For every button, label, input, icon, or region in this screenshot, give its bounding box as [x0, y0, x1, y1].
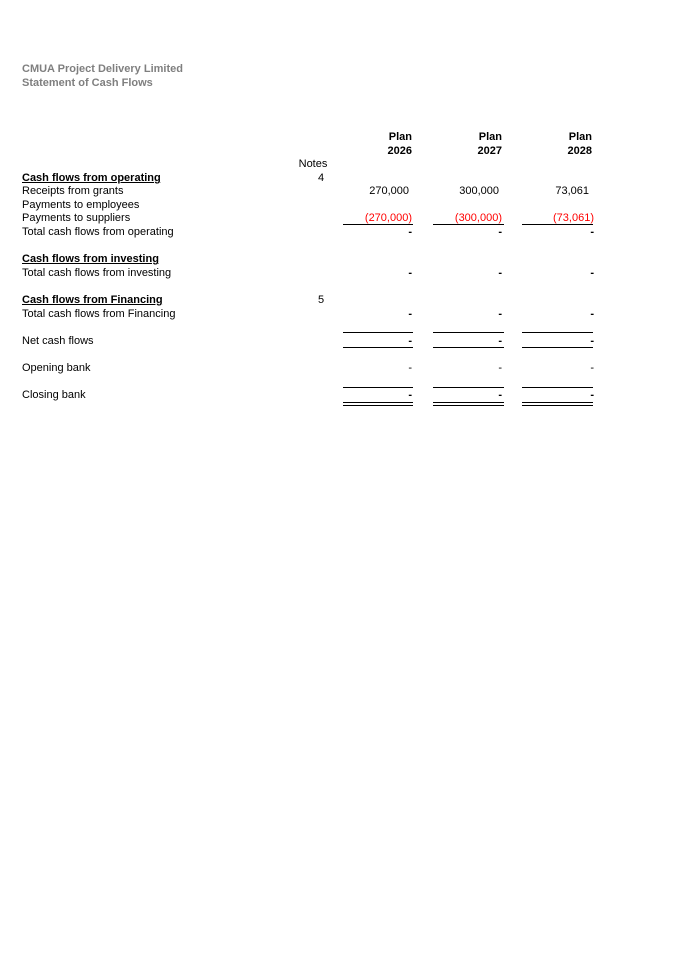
- double-rule-top: [433, 402, 504, 403]
- value-2027: -: [498, 308, 502, 320]
- value-2026: (270,000): [364, 212, 412, 224]
- statement-title: Statement of Cash Flows: [22, 77, 153, 89]
- column-header-year: 2028: [567, 145, 592, 157]
- note-ref: 4: [317, 172, 325, 184]
- total-investing-row: [0, 266, 675, 280]
- column-header-2027: [422, 130, 502, 158]
- row-label: Net cash flows: [22, 335, 94, 347]
- value-2028: -: [590, 267, 594, 279]
- column-header-label: Plan: [478, 131, 502, 143]
- row-label: Total cash flows from Financing: [22, 308, 176, 320]
- total-operating-row: [0, 225, 675, 239]
- total-rule: [343, 332, 413, 333]
- value-2026: -: [408, 226, 412, 238]
- value-2026: -: [408, 362, 412, 374]
- company-name: CMUA Project Delivery Limited: [22, 63, 183, 75]
- value-2028: (73,061): [553, 212, 594, 224]
- column-header-2026: [332, 130, 412, 158]
- receipts-row: [0, 184, 675, 198]
- opening-bank-row: [0, 361, 675, 375]
- total-rule: [522, 347, 593, 348]
- total-financing-row: [0, 307, 675, 321]
- section-heading: Cash flows from Financing: [22, 294, 163, 306]
- value-2027: -: [498, 362, 502, 374]
- value-2028: -: [590, 308, 594, 320]
- closing-bank-row: [0, 388, 675, 402]
- value-2026: -: [408, 335, 412, 347]
- total-rule: [433, 347, 504, 348]
- value-2026: -: [408, 389, 412, 401]
- value-2028: -: [590, 389, 594, 401]
- value-2026: 270,000: [369, 185, 409, 197]
- value-2027: -: [498, 267, 502, 279]
- value-2028: -: [590, 226, 594, 238]
- total-rule: [343, 347, 413, 348]
- value-2028: -: [590, 362, 594, 374]
- operating-heading-row: [0, 171, 675, 185]
- value-2028: 73,061: [555, 185, 589, 197]
- value-2027: 300,000: [459, 185, 499, 197]
- value-2028: -: [590, 335, 594, 347]
- row-label: Total cash flows from investing: [22, 267, 172, 279]
- column-header-year: 2026: [387, 145, 412, 157]
- section-heading: Cash flows from investing: [22, 253, 159, 265]
- financing-heading-row: [0, 293, 675, 307]
- double-rule-bottom: [522, 405, 593, 406]
- total-rule: [433, 332, 504, 333]
- row-label: Total cash flows from operating: [22, 226, 174, 238]
- value-2027: -: [498, 335, 502, 347]
- value-2026: -: [408, 267, 412, 279]
- notes-column-header: Notes: [298, 158, 328, 170]
- value-2027: (300,000): [454, 212, 502, 224]
- column-header-label: Plan: [388, 131, 412, 143]
- column-header-2028: [512, 130, 592, 158]
- row-label: Closing bank: [22, 389, 86, 401]
- note-ref: 5: [317, 294, 325, 306]
- column-header-label: Plan: [568, 131, 592, 143]
- total-rule: [522, 332, 593, 333]
- net-cash-row: [0, 334, 675, 348]
- investing-heading-row: [0, 252, 675, 266]
- row-label: Payments to employees: [22, 199, 140, 211]
- row-label: Payments to suppliers: [22, 212, 131, 224]
- value-2027: -: [498, 389, 502, 401]
- value-2027: -: [498, 226, 502, 238]
- employees-row: [0, 198, 675, 212]
- double-rule-bottom: [433, 405, 504, 406]
- column-header-year: 2027: [477, 145, 502, 157]
- double-rule-top: [343, 402, 413, 403]
- value-2026: -: [408, 308, 412, 320]
- double-rule-top: [522, 402, 593, 403]
- double-rule-bottom: [343, 405, 413, 406]
- statement-header: [22, 62, 183, 90]
- section-heading: Cash flows from operating: [22, 172, 161, 184]
- row-label: Receipts from grants: [22, 185, 124, 197]
- row-label: Opening bank: [22, 362, 91, 374]
- suppliers-row: [0, 211, 675, 225]
